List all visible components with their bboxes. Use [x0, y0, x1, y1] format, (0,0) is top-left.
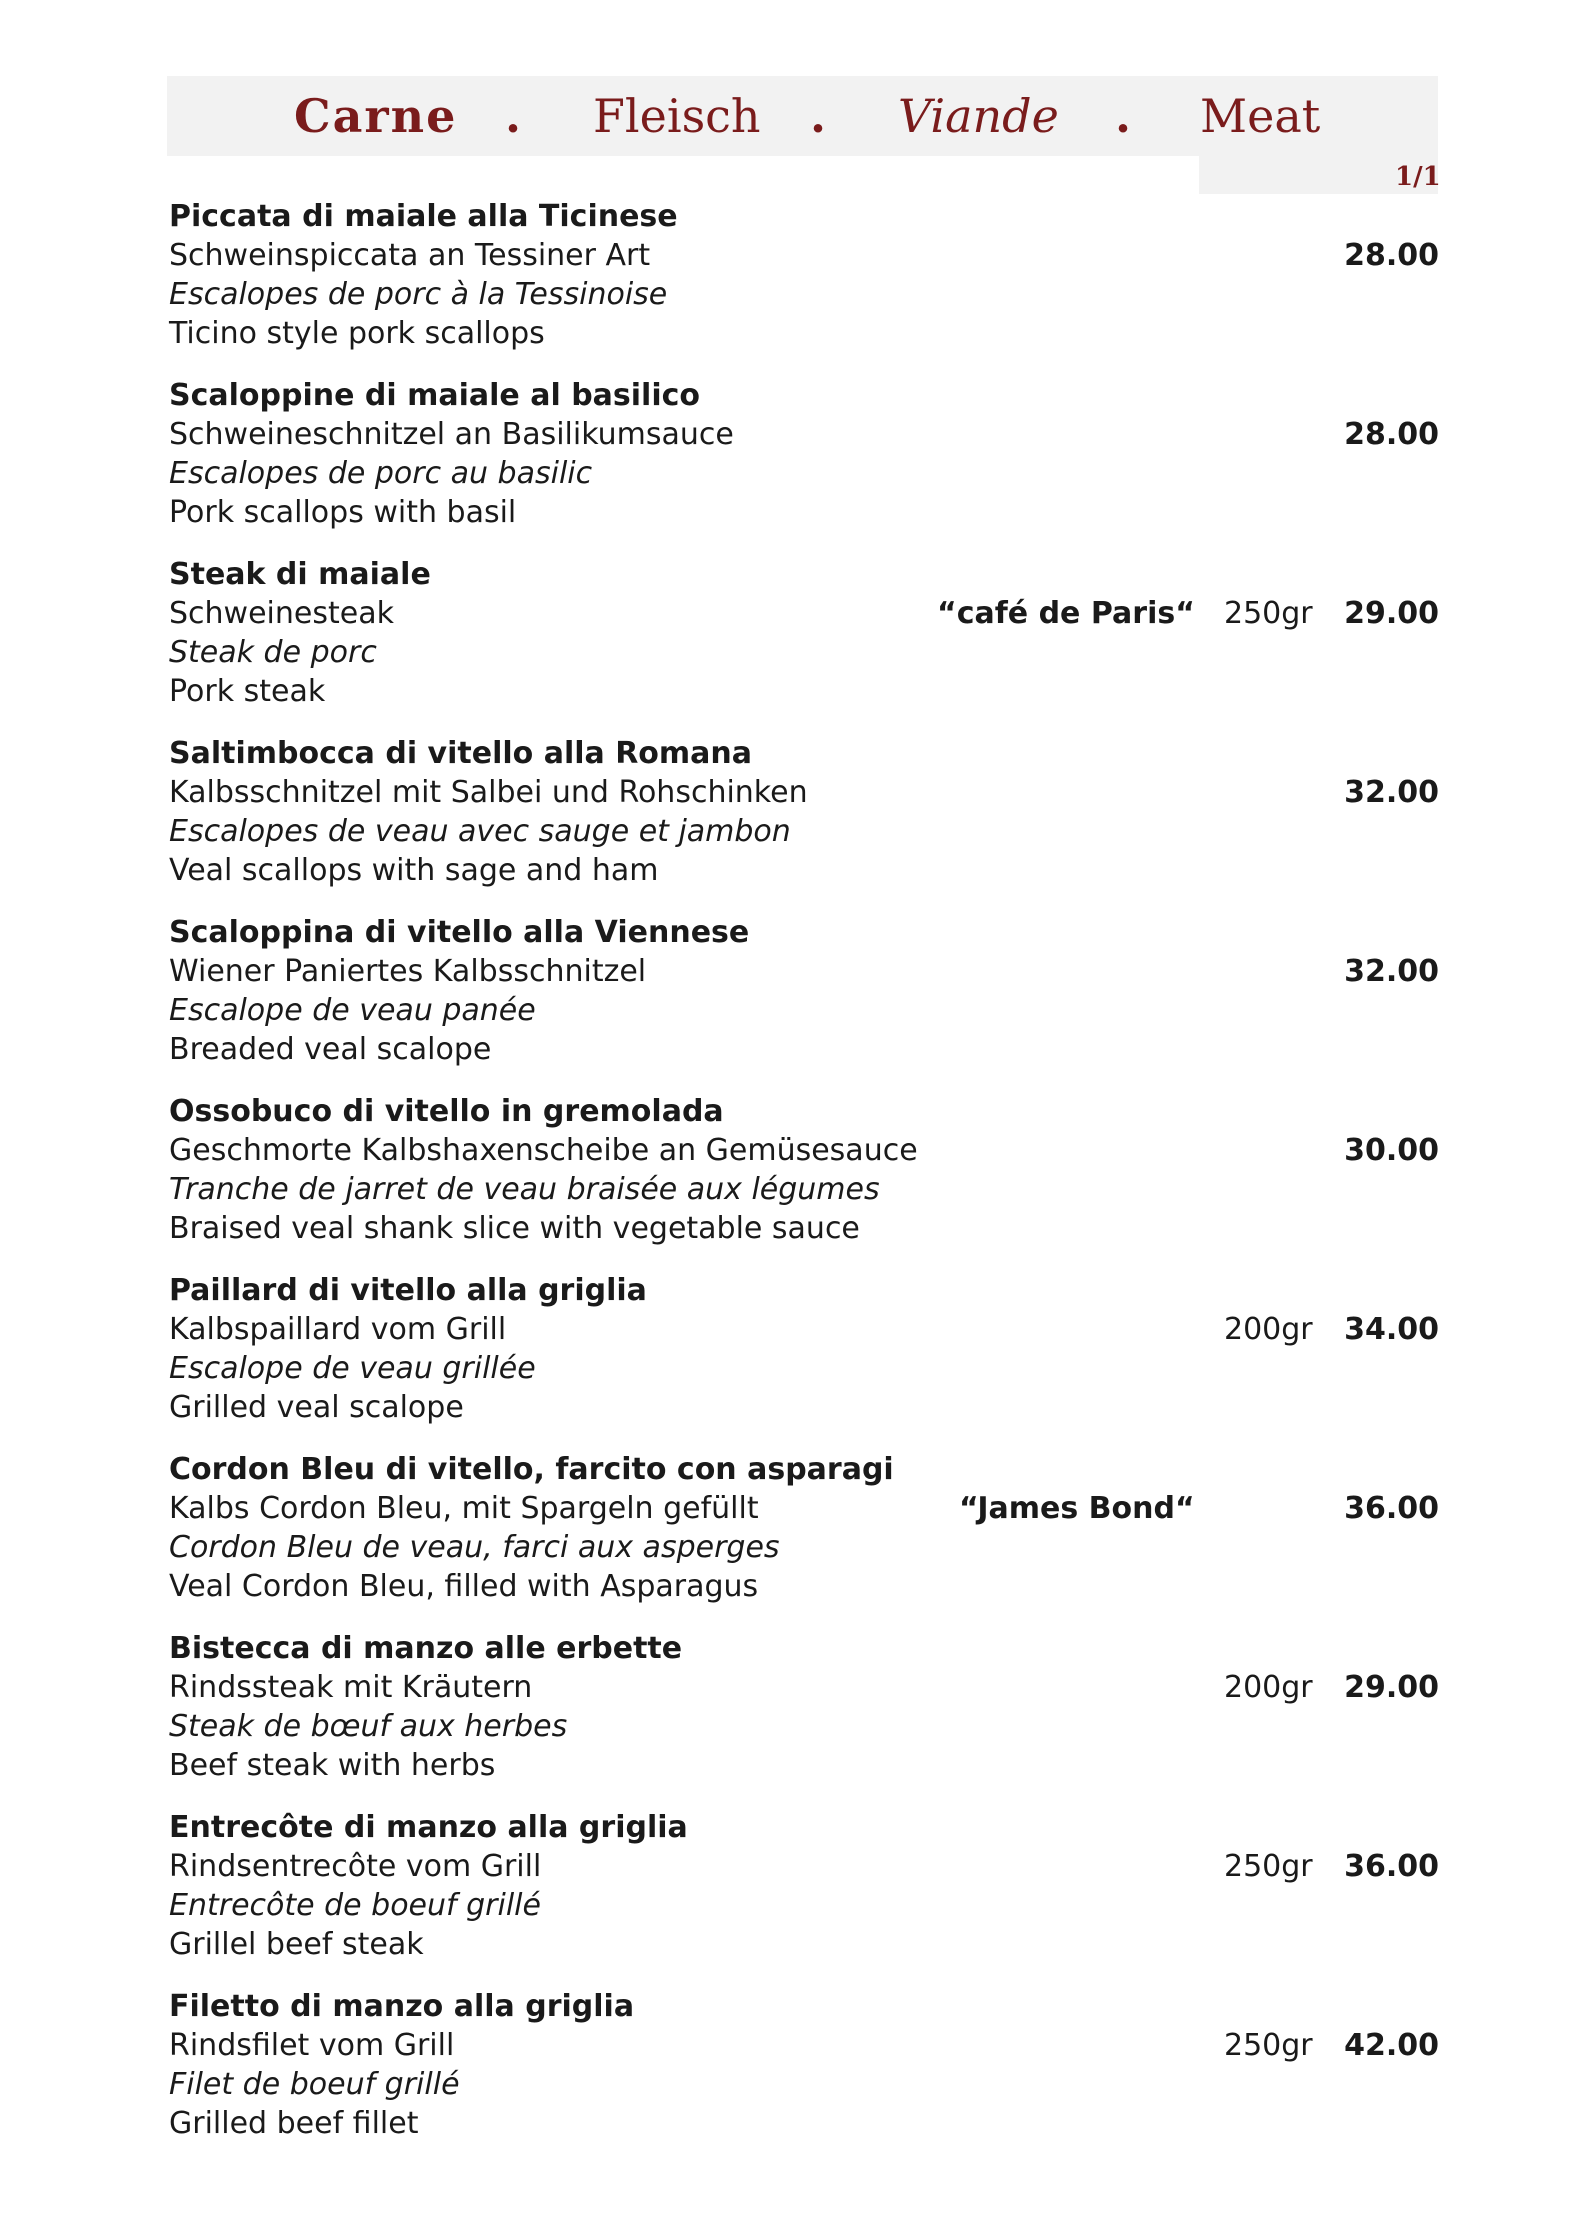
dish-weight: 250gr — [1224, 596, 1313, 631]
dish-weight: 200gr — [1224, 1312, 1313, 1347]
dish-name-french: Escalope de veau grillée — [169, 1351, 536, 1386]
dish-name-french: Escalopes de veau avec sauge et jambon — [169, 814, 791, 849]
dish-style-note: “café de Paris“ — [937, 596, 1195, 631]
dish-name-german: Rindsfilet vom Grill — [169, 2028, 455, 2063]
menu-item — [169, 376, 1439, 548]
page-number: 1/1 — [1395, 162, 1441, 192]
dish-price: 32.00 — [1344, 954, 1439, 989]
dish-price: 29.00 — [1344, 1670, 1439, 1705]
dish-name-french: Steak de bœuf aux herbes — [169, 1709, 568, 1744]
menu-item — [169, 1092, 1439, 1264]
menu-item — [169, 734, 1439, 906]
dish-name-french: Escalopes de porc à la Tessinoise — [169, 277, 668, 312]
dish-name-italian: Scaloppine di maiale al basilico — [169, 378, 701, 413]
dish-price: 34.00 — [1344, 1312, 1439, 1347]
menu-item — [169, 1450, 1439, 1622]
dish-name-french: Escalopes de porc au basilic — [169, 456, 593, 491]
menu-item — [169, 1629, 1439, 1801]
dish-name-english: Pork scallops with basil — [169, 495, 517, 530]
dish-name-english: Beef steak with herbs — [169, 1748, 496, 1783]
dish-name-italian: Entrecôte di manzo alla griglia — [169, 1810, 688, 1845]
dish-name-german: Geschmorte Kalbshaxenscheibe an Gemüsesauce — [169, 1133, 918, 1168]
dish-name-german: Wiener Paniertes Kalbsschnitzel — [169, 954, 647, 989]
dish-name-french: Steak de porc — [169, 635, 377, 670]
dish-name-german: Schweineschnitzel an Basilikumsauce — [169, 417, 734, 452]
dish-name-english: Grillel beef steak — [169, 1927, 424, 1962]
dish-name-english: Grilled veal scalope — [169, 1390, 464, 1425]
menu-item — [169, 1987, 1439, 2159]
dish-name-german: Rindssteak mit Kräutern — [169, 1670, 533, 1705]
dish-price: 29.00 — [1344, 596, 1439, 631]
dish-name-german: Kalbs Cordon Bleu, mit Spargeln gefüllt — [169, 1491, 759, 1526]
dish-name-italian: Paillard di vitello alla griglia — [169, 1273, 647, 1308]
dish-price: 28.00 — [1344, 238, 1439, 273]
dish-name-italian: Steak di maiale — [169, 557, 431, 592]
dish-name-english: Breaded veal scalope — [169, 1032, 492, 1067]
dish-name-english: Grilled beef fillet — [169, 2106, 419, 2141]
heading-italian: Carne — [294, 89, 458, 143]
dish-name-english: Veal scallops with sage and ham — [169, 853, 659, 888]
dish-name-english: Braised veal shank slice with vegetable sauce — [169, 1211, 860, 1246]
dish-name-german: Kalbsschnitzel mit Salbei und Rohschinken — [169, 775, 808, 810]
dish-name-italian: Ossobuco di vitello in gremolada — [169, 1094, 724, 1129]
heading-separator: . — [810, 89, 827, 143]
dish-name-italian: Saltimbocca di vitello alla Romana — [169, 736, 753, 771]
dish-name-german: Schweinesteak — [169, 596, 394, 631]
menu-item — [169, 1271, 1439, 1443]
dish-name-german: Kalbspaillard vom Grill — [169, 1312, 507, 1347]
dish-weight: 250gr — [1224, 2028, 1313, 2063]
dish-price: 30.00 — [1344, 1133, 1439, 1168]
dish-name-italian: Filetto di manzo alla griglia — [169, 1989, 635, 2024]
dish-weight: 200gr — [1224, 1670, 1313, 1705]
dish-name-english: Pork steak — [169, 674, 326, 709]
dish-name-english: Veal Cordon Bleu, filled with Asparagus — [169, 1569, 759, 1604]
heading-english: Meat — [1200, 89, 1321, 143]
dish-name-italian: Scaloppina di vitello alla Viennese — [169, 915, 750, 950]
heading-french: Viande — [898, 89, 1059, 143]
dish-name-french: Filet de boeuf grillé — [169, 2067, 460, 2102]
menu-item — [169, 913, 1439, 1085]
dish-name-french: Escalope de veau panée — [169, 993, 536, 1028]
dish-name-french: Entrecôte de boeuf grillé — [169, 1888, 541, 1923]
menu-item — [169, 555, 1439, 727]
dish-name-french: Cordon Bleu de veau, farci aux asperges — [169, 1530, 780, 1565]
heading-german: Fleisch — [593, 89, 761, 143]
heading-separator: . — [505, 89, 522, 143]
dish-price: 36.00 — [1344, 1491, 1439, 1526]
dish-name-italian: Cordon Bleu di vitello, farcito con asparagi — [169, 1452, 894, 1487]
dish-price: 42.00 — [1344, 2028, 1439, 2063]
dish-name-german: Rindsentrecôte vom Grill — [169, 1849, 542, 1884]
dish-name-italian: Bistecca di manzo alle erbette — [169, 1631, 683, 1666]
dish-weight: 250gr — [1224, 1849, 1313, 1884]
heading-separator: . — [1115, 89, 1132, 143]
dish-name-italian: Piccata di maiale alla Ticinese — [169, 199, 678, 234]
dish-style-note: “James Bond“ — [959, 1491, 1195, 1526]
menu-item — [169, 1808, 1439, 1980]
dish-price: 36.00 — [1344, 1849, 1439, 1884]
menu-item — [169, 197, 1439, 369]
dish-name-english: Ticino style pork scallops — [169, 316, 545, 351]
dish-price: 32.00 — [1344, 775, 1439, 810]
dish-price: 28.00 — [1344, 417, 1439, 452]
dish-name-french: Tranche de jarret de veau braisée aux légumes — [169, 1172, 880, 1207]
dish-name-german: Schweinspiccata an Tessiner Art — [169, 238, 651, 273]
